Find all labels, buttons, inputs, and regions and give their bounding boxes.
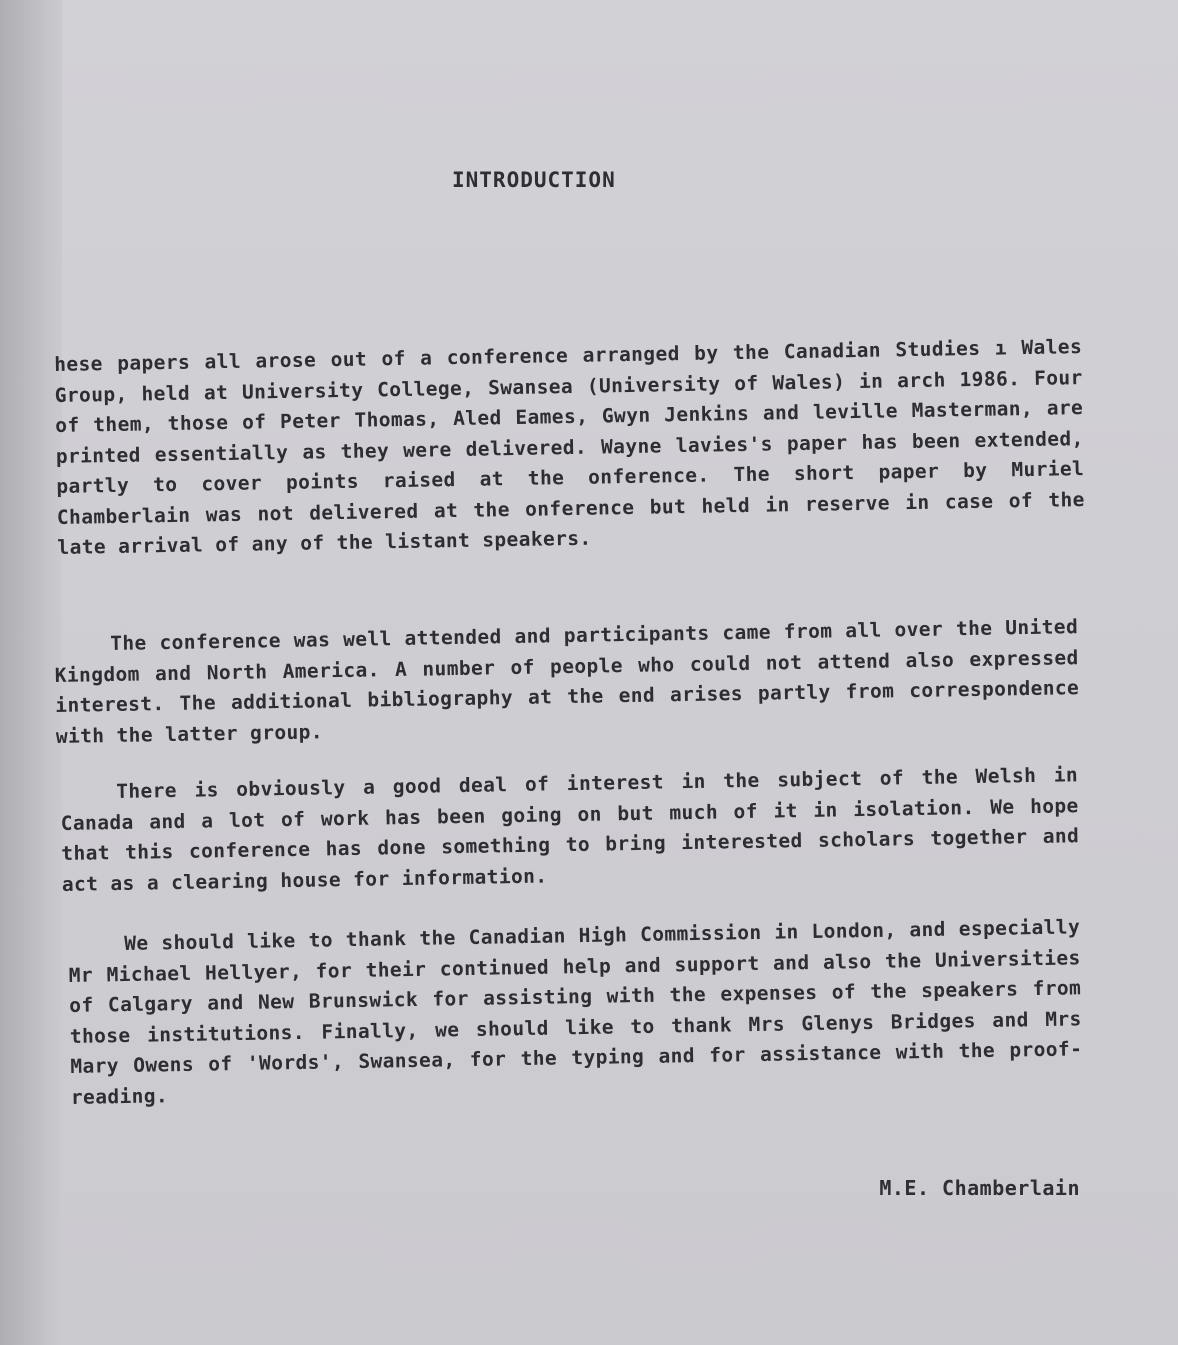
paragraph-4: We should like to thank the Canadian High Commission in London, and especially Mr Michael Hellyer, for their continued help and support and also the Universities of Calgary and New Brunswick for assisting with the expenses of the speakers from those institutions. Finally, we should like to thank Mrs Glenys Bridges and Mrs Mary Owens of 'Words', Swansea, for the typing and for assistance with the proof-reading.: [68, 915, 1083, 1109]
page-title: INTRODUCTION: [452, 168, 616, 192]
paragraph-1: hese papers all arose out of a conference arranged by the Canadian Studies ı Wales Group, held at University College, Swansea (University of Wales) in arch 1986. Four of them, those of Peter Thomas, Aled Eames, Gwyn Jenkins and leville Masterman, are printed essentially as they were delivered. Wayne lavies's paper has been extended, partly to cover points raised at the onference. The short paper by Muriel Chamberlain was not delivered at the onference but held in reserve in case of the late arrival of any of the listant speakers.: [54, 335, 1085, 559]
paragraph-3: There is obviously a good deal of interest in the subject of the Welsh in Canada and a lot of work has been going on but much of it in isolation. We hope that this conference has done something to bring interested scholars together and act as a clearing house for information.: [60, 763, 1080, 896]
binding-gutter: [0, 0, 62, 1345]
signature: M.E. Chamberlain: [879, 1176, 1080, 1200]
document-page: [54, 0, 1178, 1345]
paragraph-2: The conference was well attended and participants came from all over the United Kingdom and North America. A number of people who could not attend also expressed interest. The additional bibliography at the end arises partly from correspondence with the latter group.: [54, 615, 1080, 748]
